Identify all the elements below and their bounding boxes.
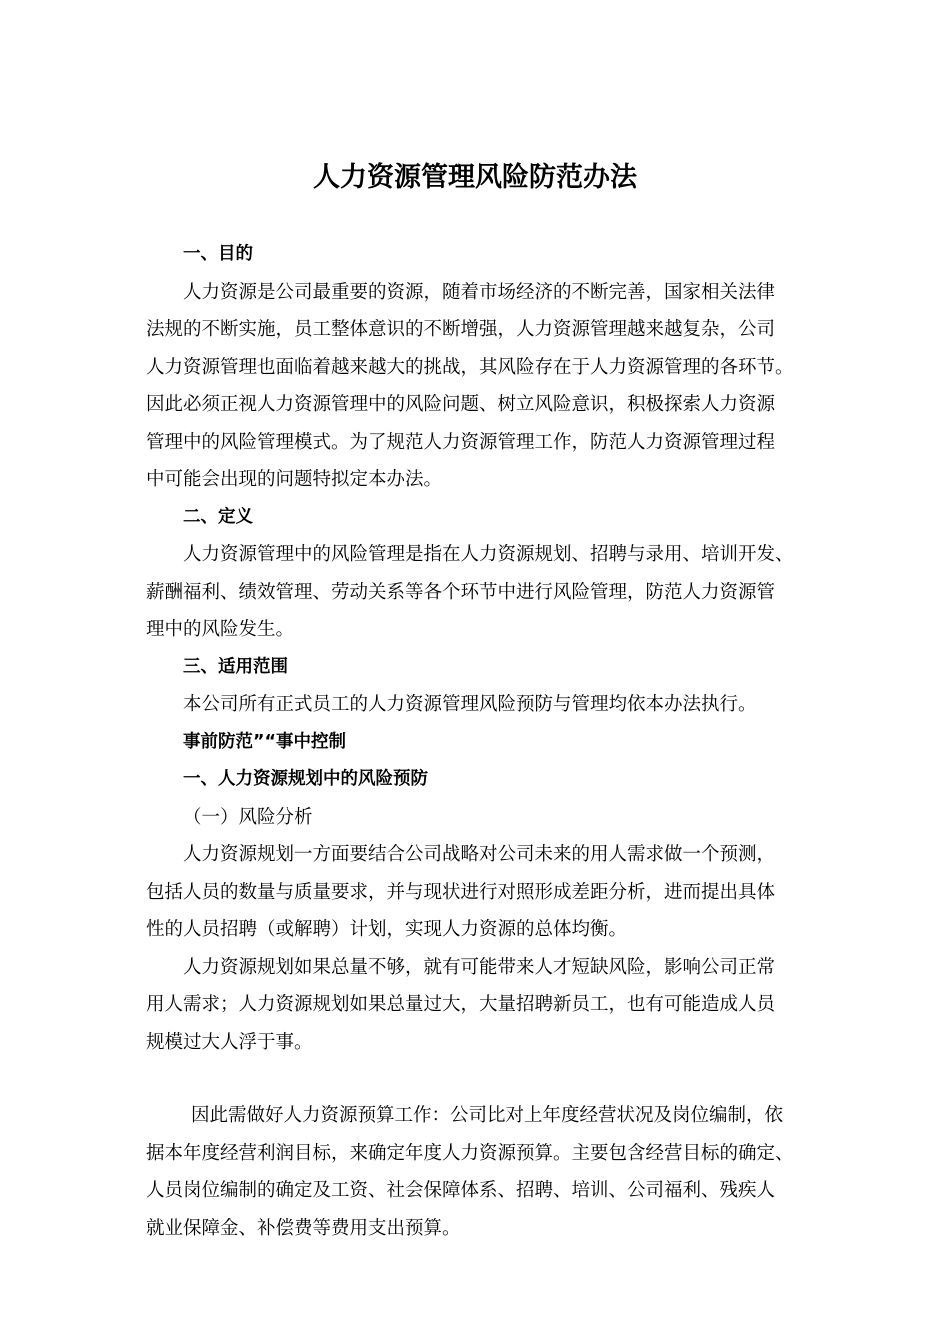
paragraph-line: 人力资源规划如果总量不够，就有可能带来人才短缺风险，影响公司正常: [183, 956, 776, 978]
paragraph-line: 因此必须正视人力资源管理中的风险问题、树立风险意识，积极探索人力资源: [146, 394, 776, 415]
paragraph-line: 就业保障金、补偿费等费用支出预算。: [146, 1217, 461, 1239]
paragraph-line: 用人需求；人力资源规划如果总量过大，大量招聘新员工，也有可能造成人员: [146, 994, 776, 1015]
section-heading-planning-risk: 一、人力资源规划中的风险预防: [183, 769, 428, 789]
paragraph-line: 包括人员的数量与质量要求，并与现状进行对照形成差距分析，进而提出具体: [146, 881, 776, 903]
section-heading-definition: 二、定义: [183, 506, 253, 527]
paragraph-line: 管理中的风险管理模式。为了规范人力资源管理工作，防范人力资源管理过程: [146, 431, 776, 453]
paragraph-line: 人力资源管理中的风险管理是指在人力资源规划、招聘与录用、培训开发、: [183, 544, 794, 565]
document-body: [146, 236, 808, 1247]
paragraph-line: 薪酬福利、绩效管理、劳动关系等各个环节中进行风险管理，防范人力资源管: [146, 581, 776, 603]
paragraph-line: 人员岗位编制的确定及工资、社会保障体系、招聘、培训、公司福利、残疾人: [146, 1180, 776, 1201]
section-heading-purpose: 一、目的: [183, 244, 253, 264]
section-heading-scope: 三、适用范围: [183, 656, 288, 677]
subsection-heading-risk-analysis: （一）风险分析: [183, 806, 313, 828]
page-title: 人力资源管理风险防范办法: [313, 162, 637, 193]
paragraph-line: 法规的不断实施，员工整体意识的不断增强，人力资源管理越来越复杂，公司: [146, 319, 776, 340]
section-heading-prevention-control: 事前防范”“事中控制: [183, 731, 347, 752]
paragraph-line: 人力资源管理也面临着越来越大的挑战，其风险存在于人力资源管理的各环节。: [146, 356, 794, 378]
paragraph-line: 本公司所有正式员工的人力资源管理风险预防与管理均依本办法执行。: [183, 694, 757, 715]
paragraph-line: 理中的风险发生。: [146, 619, 295, 640]
paragraph-gap: [146, 1061, 808, 1097]
paragraph-line: 性的人员招聘（或解聘）计划，实现人力资源的总体均衡。: [146, 919, 628, 940]
paragraph-line: 人力资源规划一方面要结合公司战略对公司未来的用人需求做一个预测，: [183, 844, 776, 865]
paragraph-line: 规模过大人浮于事。: [146, 1031, 313, 1053]
paragraph-line: 因此需做好人力资源预算工作：公司比对上年度经营状况及岗位编制，依: [191, 1105, 784, 1126]
paragraph-line: 据本年度经营利润目标，来确定年度人力资源预算。主要包含经营目标的确定、: [146, 1142, 794, 1164]
paragraph-line: 中可能会出现的问题特拟定本办法。: [146, 469, 443, 490]
paragraph-line: 人力资源是公司最重要的资源，随着市场经济的不断完善，国家相关法律: [183, 281, 776, 303]
